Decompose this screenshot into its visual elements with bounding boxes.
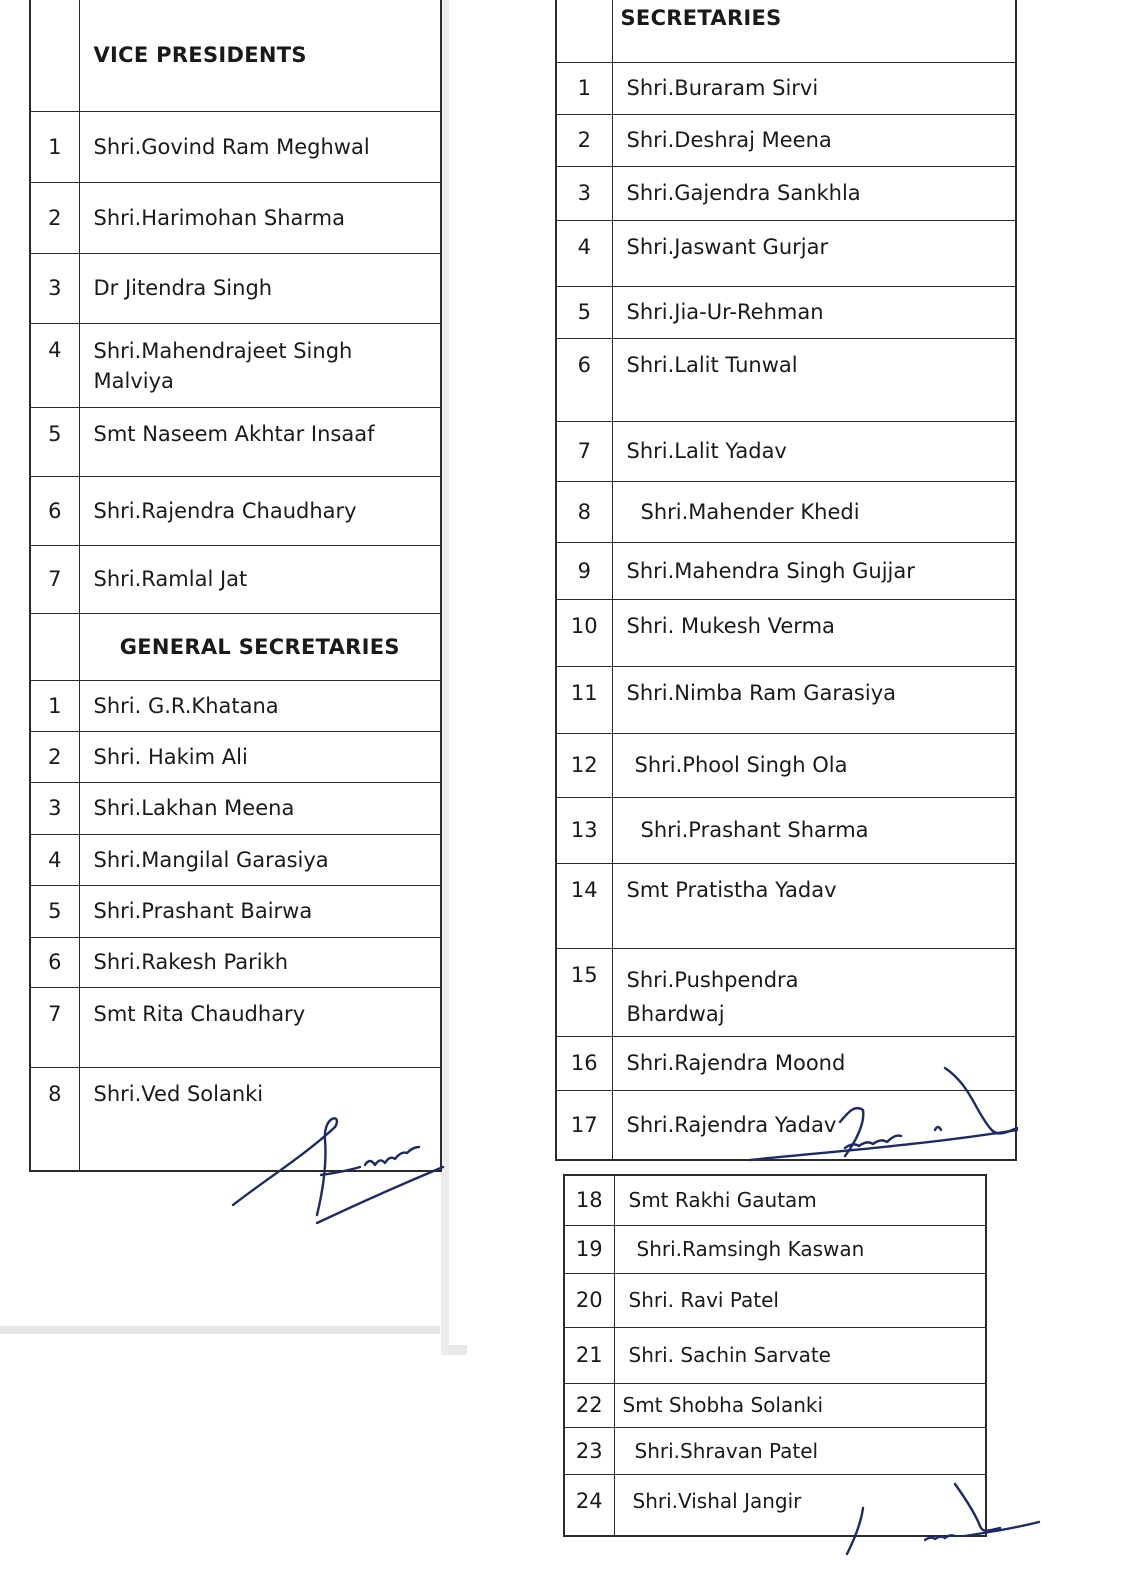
table-row: 4 Shri.Mangilal Garasiya: [30, 834, 441, 885]
table-row: 7 Smt Rita Chaudhary: [30, 987, 441, 1067]
table-row: 15 Shri.Pushpendra Bhardwaj: [556, 948, 1016, 1036]
table-row: 14 Smt Pratistha Yadav: [556, 863, 1016, 948]
table-row: 23 Shri.Shravan Patel: [564, 1427, 986, 1474]
table-row: 8 Shri.Mahender Khedi: [556, 481, 1016, 542]
table-row: 13 Shri.Prashant Sharma: [556, 797, 1016, 863]
table-row: 4 Shri.Mahendrajeet Singh Malviya: [30, 323, 441, 407]
table-row: 8 Shri.Ved Solanki: [30, 1067, 441, 1171]
table-row: 24 Shri.Vishal Jangir: [564, 1474, 986, 1536]
table-row: 3 Dr Jitendra Singh: [30, 253, 441, 323]
page-edge-vertical: [441, 0, 449, 1355]
table-row: 16 Shri.Rajendra Moond: [556, 1036, 1016, 1090]
table-row: 19 Shri.Ramsingh Kaswan: [564, 1225, 986, 1273]
table-row: 10 Shri. Mukesh Verma: [556, 599, 1016, 666]
table-row: 1 Shri.Buraram Sirvi: [556, 62, 1016, 114]
table-row: 12 Shri.Phool Singh Ola: [556, 733, 1016, 797]
vp-title: VICE PRESIDENTS: [79, 0, 441, 111]
left-office-bearers-table: [29, 0, 442, 1172]
table-row: 2 Shri. Hakim Ali: [30, 731, 441, 782]
secretaries-continued-table: [563, 1174, 987, 1537]
page-edge-horizontal: [0, 1326, 440, 1334]
table-row: 4 Shri.Jaswant Gurjar: [556, 220, 1016, 286]
table-row: 1 Shri.Govind Ram Meghwal: [30, 111, 441, 182]
table-row: 9 Shri.Mahendra Singh Gujjar: [556, 542, 1016, 599]
table-row: 6 Shri.Rajendra Chaudhary: [30, 476, 441, 545]
secretaries-table: [555, 0, 1017, 1161]
table-row: 5 Smt Naseem Akhtar Insaaf: [30, 407, 441, 476]
table-row: 3 Shri.Gajendra Sankhla: [556, 166, 1016, 220]
table-row: 7 Shri.Ramlal Jat: [30, 545, 441, 613]
sec-title: SECRETARIES: [612, 0, 1016, 62]
sec-header-row: [556, 0, 1016, 62]
table-row: 22 Smt Shobha Solanki: [564, 1383, 986, 1427]
page-edge-corner: [449, 1345, 467, 1355]
table-row: 20 Shri. Ravi Patel: [564, 1273, 986, 1327]
table-row: 18 Smt Rakhi Gautam: [564, 1175, 986, 1225]
table-row: 7 Shri.Lalit Yadav: [556, 421, 1016, 481]
table-row: 1 Shri. G.R.Khatana: [30, 680, 441, 731]
gs-header-row: [30, 613, 441, 680]
table-row: 2 Shri.Harimohan Sharma: [30, 182, 441, 253]
table-row: 17 Shri.Rajendra Yadav: [556, 1090, 1016, 1160]
table-row: 5 Shri.Prashant Bairwa: [30, 885, 441, 937]
table-row: 6 Shri.Lalit Tunwal: [556, 338, 1016, 421]
gs-title: GENERAL SECRETARIES: [79, 613, 441, 680]
table-row: 6 Shri.Rakesh Parikh: [30, 937, 441, 987]
table-row: 2 Shri.Deshraj Meena: [556, 114, 1016, 166]
table-row: 3 Shri.Lakhan Meena: [30, 782, 441, 834]
table-row: 11 Shri.Nimba Ram Garasiya: [556, 666, 1016, 733]
table-row: 21 Shri. Sachin Sarvate: [564, 1327, 986, 1383]
table-row: 5 Shri.Jia-Ur-Rehman: [556, 286, 1016, 338]
vp-header-row: [30, 0, 441, 111]
